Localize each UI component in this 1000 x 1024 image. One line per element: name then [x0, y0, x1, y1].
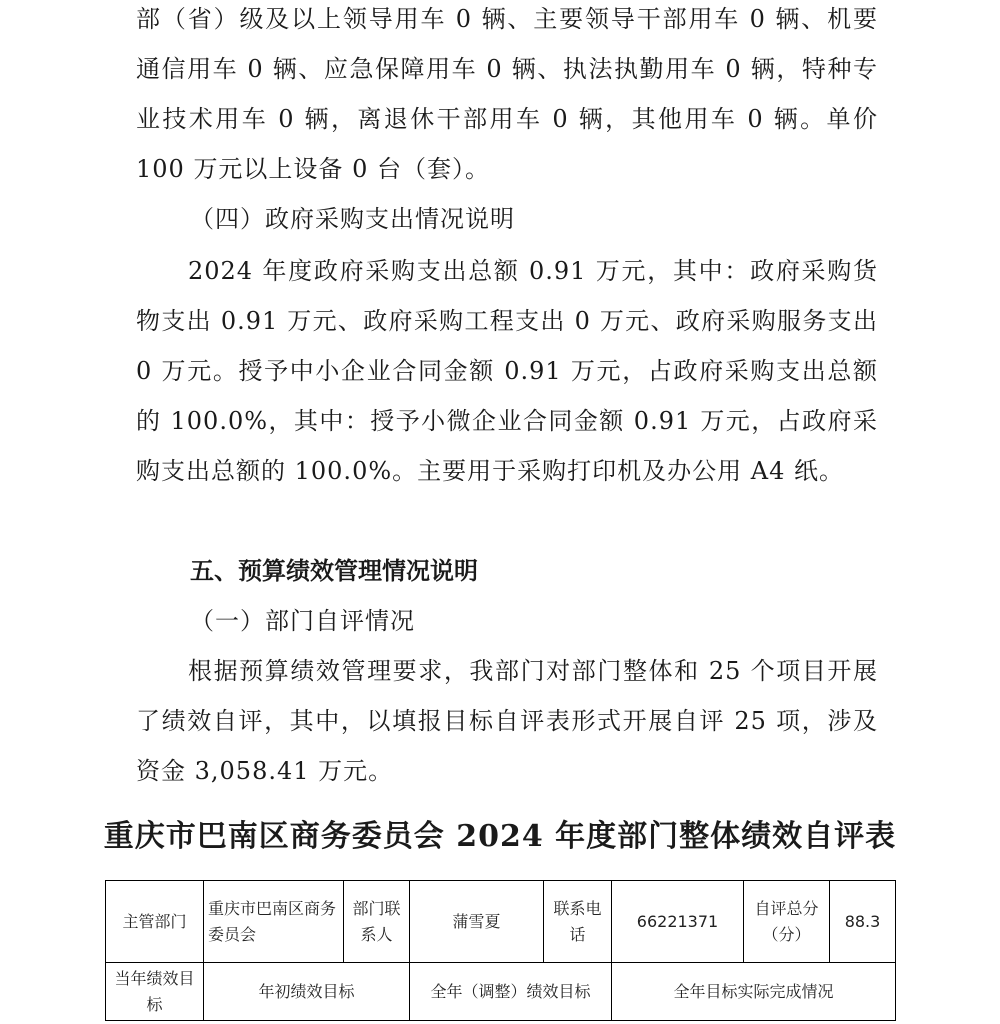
table-row	[106, 963, 896, 1021]
contact-value-cell: 蒲雪夏	[410, 881, 544, 963]
self-eval-paragraph: 根据预算绩效管理要求，我部门对部门整体和 25 个项目开展了绩效自评，其中，以填报目标自评表形式开展自评 25 项，涉及资金 3,058.41 万元。	[136, 657, 878, 785]
dept-value-cell: 重庆市巴南区商务委员会	[204, 881, 344, 963]
procurement-paragraph: 2024 年度政府采购支出总额 0.91 万元，其中：政府采购货物支出 0.91 万元、政府采购工程支出 0 万元、政府采购服务支出 0 万元。授予中小企业合同金额 0.91 万元，占政府采购支出总额的 100.0%，其中：授予小微企业合同金额 0.91 万元，占政府采购支出总额的 100.0%。主要用于采购打印机及办公用 A4 纸。	[136, 257, 878, 485]
vehicle-paragraph: 部（省）级及以上领导用车 0 辆、主要领导干部用车 0 辆、机要通信用车 0 辆、应急保障用车 0 辆、执法执勤用车 0 辆，特种专业技术用车 0 辆，离退休干部用车 0 辆，其他用车 0 辆。单价 100 万元以上设备 0 台（套）。	[136, 5, 878, 183]
phone-value-cell: 66221371	[612, 881, 744, 963]
self-eval-heading: （一）部门自评情况	[190, 607, 415, 635]
section-five-heading: 五、预算绩效管理情况说明	[190, 557, 478, 585]
goal-label-cell: 当年绩效目标	[106, 963, 204, 1021]
performance-table	[105, 880, 896, 1021]
contact-label-cell: 部门联系人	[344, 881, 410, 963]
table-title: 重庆市巴南区商务委员会 2024 年度部门整体绩效自评表	[103, 819, 897, 854]
score-label-cell: 自评总分（分）	[744, 881, 830, 963]
adjusted-goal-cell: 全年（调整）绩效目标	[410, 963, 612, 1021]
initial-goal-cell: 年初绩效目标	[204, 963, 410, 1021]
score-value-cell: 88.3	[830, 881, 896, 963]
table-row	[106, 881, 896, 963]
dept-label-cell: 主管部门	[106, 881, 204, 963]
procurement-heading: （四）政府采购支出情况说明	[190, 205, 515, 233]
actual-completion-cell: 全年目标实际完成情况	[612, 963, 896, 1021]
phone-label-cell: 联系电话	[544, 881, 612, 963]
